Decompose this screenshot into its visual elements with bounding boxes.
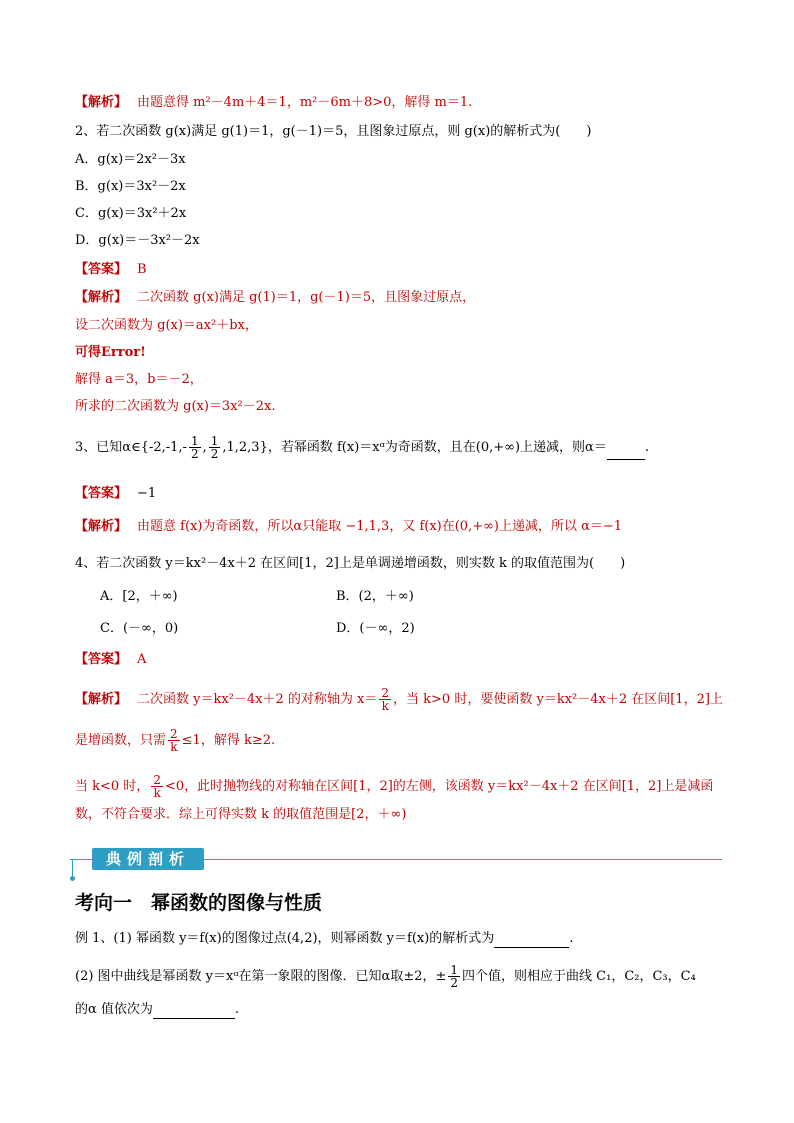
fraction	[151, 774, 163, 799]
q4-analysis-line-3	[75, 774, 734, 799]
analysis-label: 【解析】	[75, 519, 128, 534]
analysis-label: 【解析】	[75, 692, 128, 707]
q4-stem: 4、若二次函数 y＝kx²－4x＋2 在区间[1，2]上是单调递增函数，则实数 k 的取值范围为( )	[75, 556, 626, 571]
ex1-text: 例 1、(1) 幂函数 y＝f(x)的图像过点(4,2)，则幂函数 y＝f(x)的解析式为	[75, 931, 495, 946]
q2-analysis-line-5: 所求的二次函数为 g(x)＝3x²－2x.	[75, 399, 276, 414]
fraction	[379, 687, 391, 712]
analysis-text: ，当 k>0 时，要使函数 y＝kx²－4x＋2 在区间[1，2]上	[393, 692, 723, 707]
answer-label: 【答案】	[75, 262, 128, 277]
q2-analysis-line-2: 设二次函数为 g(x)＝ax²＋bx，	[75, 318, 258, 333]
q4-option-c: C．(－∞，0)	[100, 621, 179, 636]
answer-blank[interactable]	[494, 947, 569, 948]
fraction-den: 2	[210, 447, 219, 461]
answer-value: −1	[137, 486, 157, 501]
ex1-part-1	[75, 930, 734, 948]
analysis-text: 是增函数，只需	[75, 733, 167, 748]
q2-analysis-line-1	[75, 289, 734, 307]
q4-option-d: D．(－∞，2)	[336, 621, 415, 636]
fraction	[168, 728, 180, 753]
q2-analysis-line-3: 可得Error!	[75, 345, 146, 360]
q4-answer	[75, 651, 734, 669]
q3-stem-part: 3、已知α∈{-2,-1,-	[75, 440, 187, 455]
section-title: 考向一 幂函数的图像与性质	[75, 892, 323, 914]
q4-analysis-line-1	[75, 687, 734, 712]
answer-label: 【答案】	[75, 652, 128, 667]
q2-stem: 2、若二次函数 g(x)满足 g(1)＝1，g(－1)＝5，且图象过原点，则 g(x)的解析式为( )	[75, 124, 592, 139]
fraction-den: 2	[450, 976, 459, 990]
fraction-num: 1	[190, 434, 199, 448]
ex1-text: 的α 值依次为	[75, 1002, 153, 1017]
answer-blank[interactable]	[607, 459, 645, 460]
section-header	[70, 848, 722, 870]
fraction-den: k	[381, 699, 389, 713]
analysis-text: 由题意得 m²－4m＋4＝1，m²－6m＋8>0，解得 m＝1.	[137, 95, 473, 110]
ex1-text: .	[569, 931, 574, 946]
ex1-text: 四个值，则相应于曲线 C₁，C₂，C₃，C₄	[462, 969, 696, 984]
fraction-den: 2	[190, 447, 199, 461]
fraction-den: k	[153, 786, 161, 800]
fraction-num: 1	[210, 434, 219, 448]
analysis-text: 当 k<0 时，	[75, 779, 150, 794]
ex1-text: (2) 图中曲线是幂函数 y＝xᵅ在第一象限的图像．已知α取±2，±	[75, 969, 447, 984]
q4-analysis-line-4: 数，不符合要求．综上可得实数 k 的取值范围是[2，＋∞)	[75, 807, 407, 822]
fraction-num: 2	[381, 686, 390, 700]
answer-label: 【答案】	[75, 486, 128, 501]
q2-option-b: B．g(x)＝3x²－2x	[75, 179, 186, 194]
q2-option-c: C．g(x)＝3x²＋2x	[75, 206, 187, 221]
answer-blank[interactable]	[153, 1018, 235, 1019]
analysis-text: ≤1，解得 k≥2.	[181, 733, 276, 748]
analysis-label: 【解析】	[75, 290, 128, 305]
fraction	[448, 964, 460, 989]
fraction-den: k	[170, 740, 178, 754]
answer-value: A	[137, 652, 147, 667]
ex1-part-3	[75, 1001, 734, 1019]
fraction	[189, 435, 201, 460]
section-tab: 典例剖析	[92, 848, 204, 870]
q2-option-d: D．g(x)＝－3x²－2x	[75, 233, 200, 248]
fraction-num: 2	[170, 727, 178, 741]
q2-answer	[75, 261, 734, 279]
q3-stem-part: ,	[202, 440, 207, 455]
q3-stem	[75, 435, 734, 460]
section-dot	[70, 876, 75, 881]
q3-analysis	[75, 518, 734, 536]
top-analysis	[75, 94, 734, 112]
q2-option-a: A．g(x)＝2x²－3x	[75, 152, 186, 167]
answer-value: B	[137, 262, 147, 277]
analysis-label: 【解析】	[75, 95, 128, 110]
analysis-text: <0，此时抛物线的对称轴在区间[1，2]的左侧，该函数 y＝kx²－4x＋2 在区间[1，2]上是减函	[164, 779, 714, 794]
fraction-num: 2	[153, 773, 161, 787]
q3-stem-part: ,1,2,3}，若幂函数 f(x)＝xᵅ为奇函数，且在(0,+∞)上递减，则α＝	[222, 440, 607, 455]
ex1-text: .	[234, 1002, 240, 1017]
q3-stem-part: .	[644, 440, 649, 455]
q4-analysis-line-2	[75, 728, 734, 753]
q2-analysis-line-4: 解得 a＝3，b＝－2，	[75, 372, 203, 387]
fraction	[209, 435, 221, 460]
fraction-num: 1	[450, 963, 459, 977]
ex1-part-2	[75, 964, 734, 989]
q4-option-a: A．[2，＋∞)	[100, 589, 178, 604]
analysis-text: 二次函数 g(x)满足 g(1)＝1，g(－1)＝5，且图象过原点，	[137, 290, 476, 305]
analysis-text: 由题意 f(x)为奇函数，所以α只能取 −1,1,3，又 f(x)在(0,+∞)上递减，所以 α＝−1	[137, 519, 623, 534]
q3-answer	[75, 485, 734, 503]
analysis-text: 二次函数 y＝kx²－4x＋2 的对称轴为 x＝	[137, 692, 378, 707]
q4-option-b: B．(2，＋∞)	[336, 589, 414, 604]
